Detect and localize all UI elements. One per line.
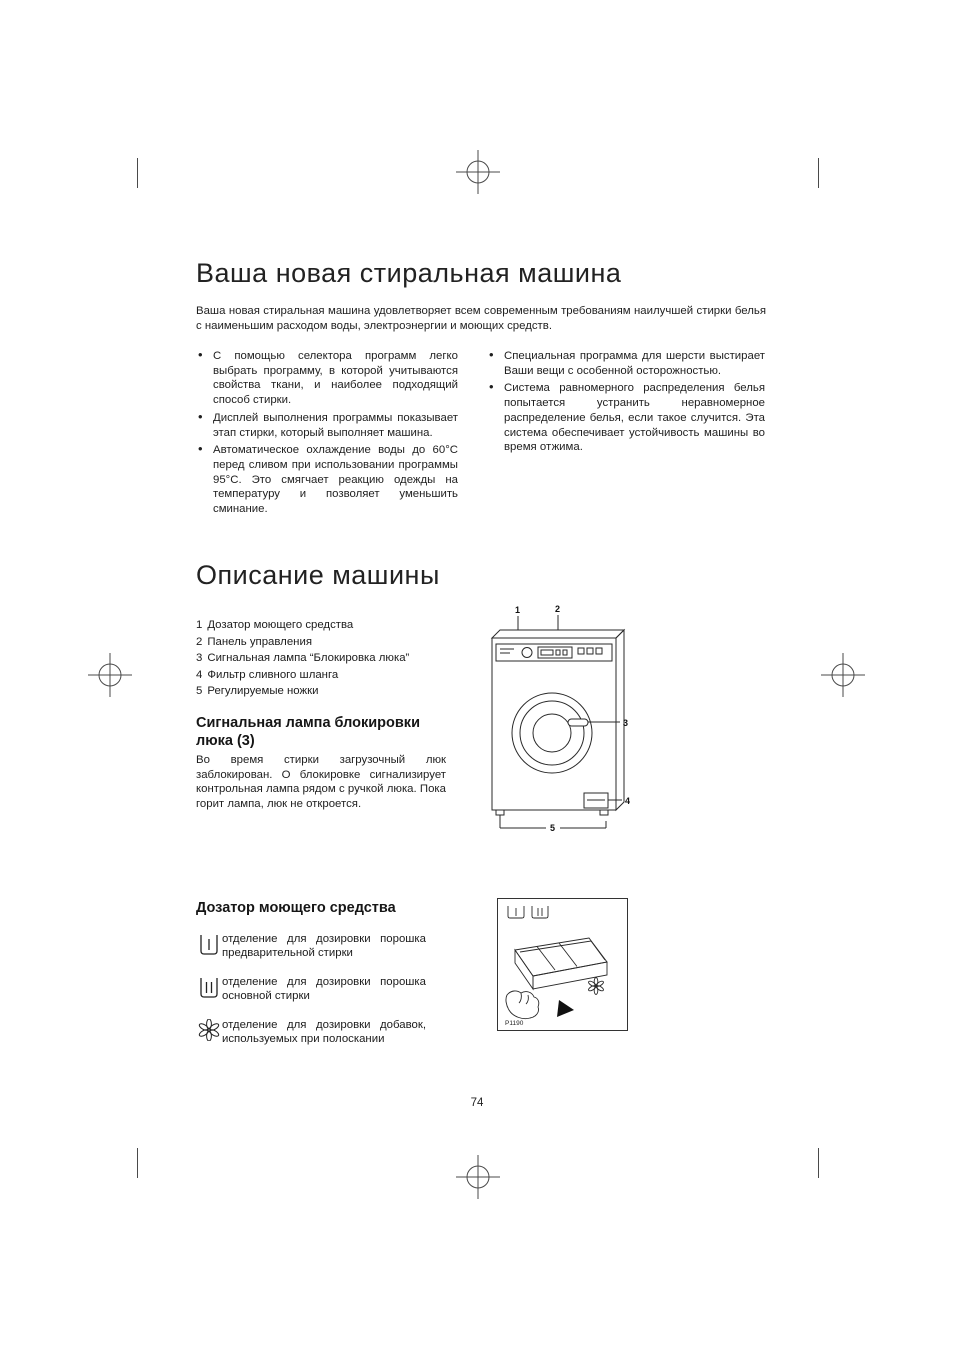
machine-part-item [196, 617, 409, 634]
feature-item: • Дисплей выполнения программы показывает этап стирки, который выполняет машина. [196, 411, 458, 440]
features-right-column [487, 349, 765, 458]
part-label: Дозатор моющего средства [207, 619, 354, 631]
dispenser-figure [497, 898, 628, 1031]
dispenser-item-text: отделение для дозировки порошка предварительной стирки [222, 933, 426, 960]
part-number: 5 [196, 685, 203, 698]
registration-mark-middle-right [821, 653, 865, 697]
part-label: Сигнальная лампа “Блокировка люка” [207, 652, 410, 665]
dispenser-items-list [198, 932, 438, 1060]
intro-paragraph: Ваша новая стиральная машина удовлетворяет всем современным требованиям наилучшей стирки белья с наименьшим расходом воды, электроэнергии и моющих средств. [196, 305, 766, 332]
crop-mark-bottom-left [137, 1148, 138, 1178]
page-number: 74 [470, 1097, 484, 1109]
part-number: 3 [196, 652, 203, 665]
door-lock-heading: Сигнальная лампа блокировки люка (3) [196, 715, 420, 749]
machine-callout-5: 5 [550, 823, 556, 833]
machine-part-item [196, 683, 409, 700]
machine-part-item [196, 650, 409, 667]
figure-code-label: P1190 [505, 1020, 524, 1027]
door-lock-paragraph: Во время стирки загрузочный люк заблокирован. О блокировке сигнализирует контрольная лампа рядом с ручкой люка. Пока горит лампа, люк не откроется. [196, 754, 446, 811]
softener-flower-icon [198, 1018, 222, 1047]
machine-callout-3: 3 [623, 718, 629, 728]
washing-machine-figure [480, 600, 650, 840]
dispenser-item-text: отделение для дозировки порошка основной стирки [222, 976, 426, 1003]
prewash-compartment-icon [198, 932, 222, 962]
main-wash-compartment-icon [198, 975, 222, 1005]
part-label: Фильтр сливного шланга [207, 668, 339, 681]
part-label: Регулируемые ножки [207, 685, 319, 698]
crop-mark-top-right [818, 158, 819, 188]
machine-part-item [196, 634, 409, 651]
part-number: 4 [196, 668, 203, 681]
machine-parts-list [196, 617, 409, 700]
features-left-column [196, 349, 458, 520]
machine-part-item [196, 667, 409, 684]
registration-mark-bottom-center [456, 1155, 500, 1199]
feature-item: • Автоматическое охлаждение воды до 60°C перед сливом при использовании программы 95°C. Это смягчает реакцию одежды на температуру и позволяет уменьшить сминание. [196, 443, 458, 517]
dispenser-heading: Дозатор моющего средства [196, 900, 396, 916]
feature-item: • Специальная программа для шерсти выстирает Ваши вещи с особенной осторожностью. [487, 349, 765, 378]
registration-mark-top-center [456, 150, 500, 194]
dispenser-item [198, 932, 438, 962]
machine-callout-4: 4 [625, 796, 631, 806]
section-title-new-machine: Ваша новая стиральная машина [196, 258, 622, 288]
machine-callout-2: 2 [555, 604, 561, 614]
crop-mark-bottom-right [818, 1148, 819, 1178]
part-number: 2 [196, 635, 203, 648]
part-number: 1 [196, 619, 203, 631]
dispenser-item [198, 1018, 438, 1047]
crop-mark-top-left [137, 158, 138, 188]
part-label: Панель управления [207, 635, 312, 648]
dispenser-item [198, 975, 438, 1005]
feature-item: • С помощью селектора программ легко выбрать программу, в которой учитываются свойства ткани, и наиболее подходящий способ стирки. [196, 349, 458, 408]
section-title-description: Описание машины [196, 560, 440, 590]
feature-item: • Система равномерного распределения белья попытается устранить неравномерное распределение белья, если такое случится. Эта система обеспечивает устойчивость машины во время отжима. [487, 381, 765, 455]
dispenser-item-text: отделение для дозировки добавок, используемых при полоскании [222, 1019, 426, 1046]
registration-mark-middle-left [88, 653, 132, 697]
machine-callout-1: 1 [515, 605, 521, 615]
